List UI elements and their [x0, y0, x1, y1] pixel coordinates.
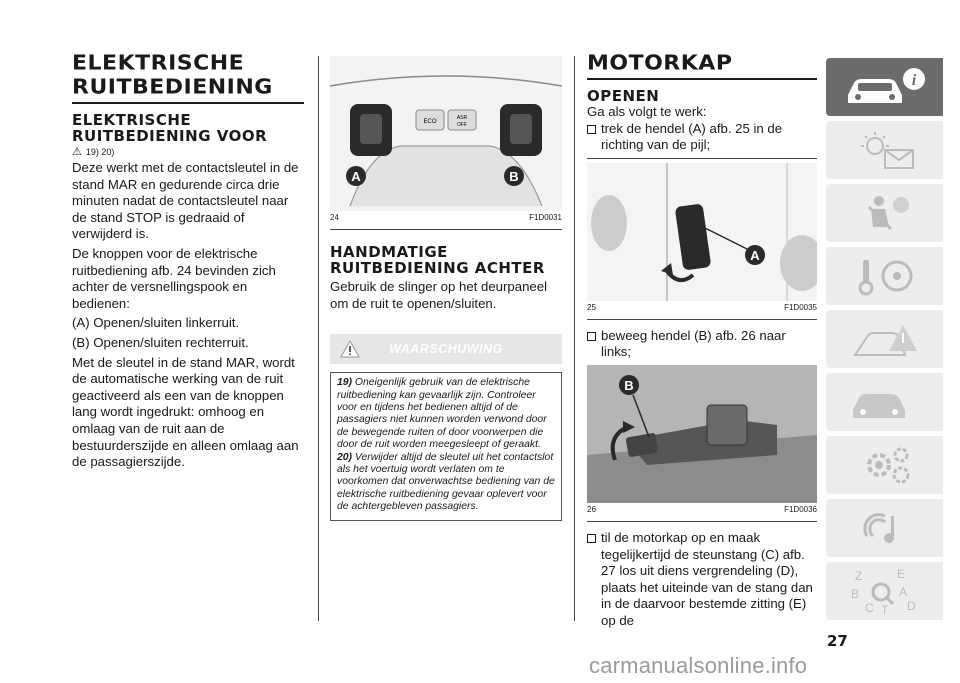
paragraph: Gebruik de slinger op het deurpaneel om de ruit te openen/sluiten. — [330, 279, 548, 311]
figure-rule — [587, 158, 817, 159]
paragraph: De knoppen voor de elektrische ruitbediening afb. 24 bevinden zich achter de versnellingspook en bedienen: — [72, 245, 276, 311]
hood-latch-illustration — [587, 365, 817, 503]
tab-warning-lights[interactable] — [826, 121, 943, 179]
figure-code: F1D0031 — [529, 213, 562, 222]
column-1 — [72, 52, 304, 471]
warning-box — [330, 334, 562, 520]
car-gear-icon — [845, 380, 925, 424]
section-title-line1: HANDMATIGE — [330, 243, 448, 261]
bullet-text: beweeg hendel (B) afb. 26 naar links; — [601, 327, 786, 360]
tab-technical-data[interactable] — [826, 436, 943, 494]
warning-text: Verwijder altijd de sleutel uit het contactslot als het voertuig wordt verlaten om te voorkomen dat onverwachtse bediening van de elektrische ruitbediening gevaar oplevert voor de achtergebleven passagiers. — [337, 451, 555, 513]
figure-25-hood-lever — [587, 163, 817, 301]
reference-numbers: 19) 20) — [85, 147, 115, 157]
bullet-item — [587, 121, 817, 154]
bullet-item — [587, 328, 817, 361]
warning-number: 20) — [337, 451, 353, 463]
column-2 — [330, 56, 562, 521]
title-rule — [587, 78, 817, 80]
warning-title: WAARSCHUWING — [389, 342, 503, 357]
tab-starting-driving[interactable] — [826, 247, 943, 305]
figure-code: F1D0035 — [784, 302, 817, 312]
section-title-line2: RUITBEDIENING — [72, 76, 273, 100]
warning-header — [330, 334, 562, 364]
figure-caption — [587, 505, 817, 515]
warning-lights-icon — [845, 128, 925, 172]
road-hazard-icon — [845, 317, 925, 361]
paragraph: Deze werkt met de contactsleutel in de stand MAR en gedurende circa drie minuten nadat de contactsleutel naar de stand STOP is gedraaid of verwijderd is. — [72, 160, 299, 242]
figure-24-window-switches — [330, 56, 562, 211]
index-letter: T — [880, 603, 888, 616]
window-switch-illustration — [330, 56, 562, 211]
subsection-title-line2: RUITBEDIENING VOOR — [72, 127, 268, 145]
subsection-title-line1: ELEKTRISCHE — [72, 111, 192, 129]
svg-text:i: i — [911, 72, 916, 89]
subsection-title: OPENEN — [587, 87, 660, 105]
warning-references — [72, 146, 304, 158]
chapter-tabs — [826, 58, 943, 625]
asr-off-label: OFF — [457, 122, 467, 128]
page-number: 27 — [827, 632, 848, 650]
hood-lever-illustration — [587, 163, 817, 301]
paragraph: (A) Openen/sluiten linkerruit. — [72, 315, 240, 331]
callout-a: A — [750, 247, 760, 263]
column-divider — [574, 56, 575, 621]
paragraph: (B) Openen/sluiten rechterruit. — [72, 334, 249, 350]
asr-button-label: ASR — [456, 115, 468, 121]
bullet-box-icon — [587, 534, 596, 543]
paragraph: Ga als volgt te werk: — [587, 104, 707, 119]
figure-caption — [587, 303, 817, 313]
figure-code: F1D0036 — [784, 504, 817, 514]
section-title: MOTORKAP — [587, 52, 733, 76]
figure-rule — [587, 521, 817, 522]
multimedia-icon — [845, 506, 925, 550]
index-letter: B — [850, 587, 859, 601]
bullet-item — [587, 530, 817, 630]
key-steering-icon — [845, 254, 925, 298]
figure-number: 24 — [330, 213, 339, 222]
tab-safety[interactable] — [826, 184, 943, 242]
warning-item-19 — [337, 377, 555, 451]
car-info-icon — [840, 65, 930, 109]
callout-b: B — [624, 377, 634, 393]
tab-car-info[interactable] — [826, 58, 943, 116]
warning-item-20 — [337, 452, 555, 514]
callout-a: A — [351, 169, 361, 184]
eco-button-label: ECO — [423, 119, 437, 125]
tab-emergency[interactable] — [826, 310, 943, 368]
tools-icon — [845, 443, 925, 487]
column-divider — [318, 56, 319, 621]
figure-26-hood-latch — [587, 365, 817, 503]
figure-number: 26 — [587, 504, 596, 514]
index-letter: C — [864, 601, 874, 615]
tab-maintenance[interactable] — [826, 373, 943, 431]
section-title-line2: RUITBEDIENING ACHTER — [330, 259, 545, 277]
figure-caption — [330, 213, 562, 223]
airbag-seat-icon — [845, 191, 925, 235]
paragraph: Met de sleutel in de stand MAR, wordt de automatische werking van de ruit geactiveerd als een van de knoppen lang wordt ingedrukt: omhoog en omlaag van de ruit aan de bestuurderszijde en alleen omlaag aan de passagierszijde. — [72, 354, 299, 470]
bullet-box-icon — [587, 125, 596, 134]
tab-multimedia[interactable] — [826, 499, 943, 557]
figure-rule — [587, 319, 817, 320]
warning-triangle-icon: ⚠ — [72, 146, 82, 158]
column-3 — [587, 52, 817, 630]
bullet-text: trek de hendel (A) afb. 25 in de richting van de pijl; — [601, 120, 783, 153]
warning-number: 19) — [337, 377, 353, 389]
index-letter: D — [906, 599, 916, 613]
index-letter: Z — [854, 569, 862, 583]
title-rule — [72, 102, 304, 104]
bullet-text: til de motorkap op en maak tegelijkertijd de steunstang (C) afb. 27 los uit diens vergrendeling (D), plaats het uiteinde van de stang dan in de daarvoor bestemde zitting (E) op de — [601, 529, 813, 628]
index-icon — [845, 566, 925, 616]
callout-b: B — [509, 169, 519, 184]
figure-rule — [330, 229, 562, 230]
tab-index[interactable] — [826, 562, 943, 620]
bullet-box-icon — [587, 332, 596, 341]
warning-body — [330, 372, 562, 520]
index-letter: A — [898, 585, 907, 599]
warning-text: Oneigenlijk gebruik van de elektrische ruitbediening kan gevaarlijk zijn. Controleer voor en tijdens het bedienen altijd of de passagiers niet kunnen worden verwond door de bewegende ruiten of door voorwerpen die door de ruit worden meegesleept of geraakt. — [337, 377, 547, 451]
watermark: carmanualsonline.info — [589, 653, 808, 678]
section-title-line1: ELEKTRISCHE — [72, 52, 245, 76]
figure-number: 25 — [587, 302, 596, 312]
index-letter: E — [896, 567, 905, 581]
